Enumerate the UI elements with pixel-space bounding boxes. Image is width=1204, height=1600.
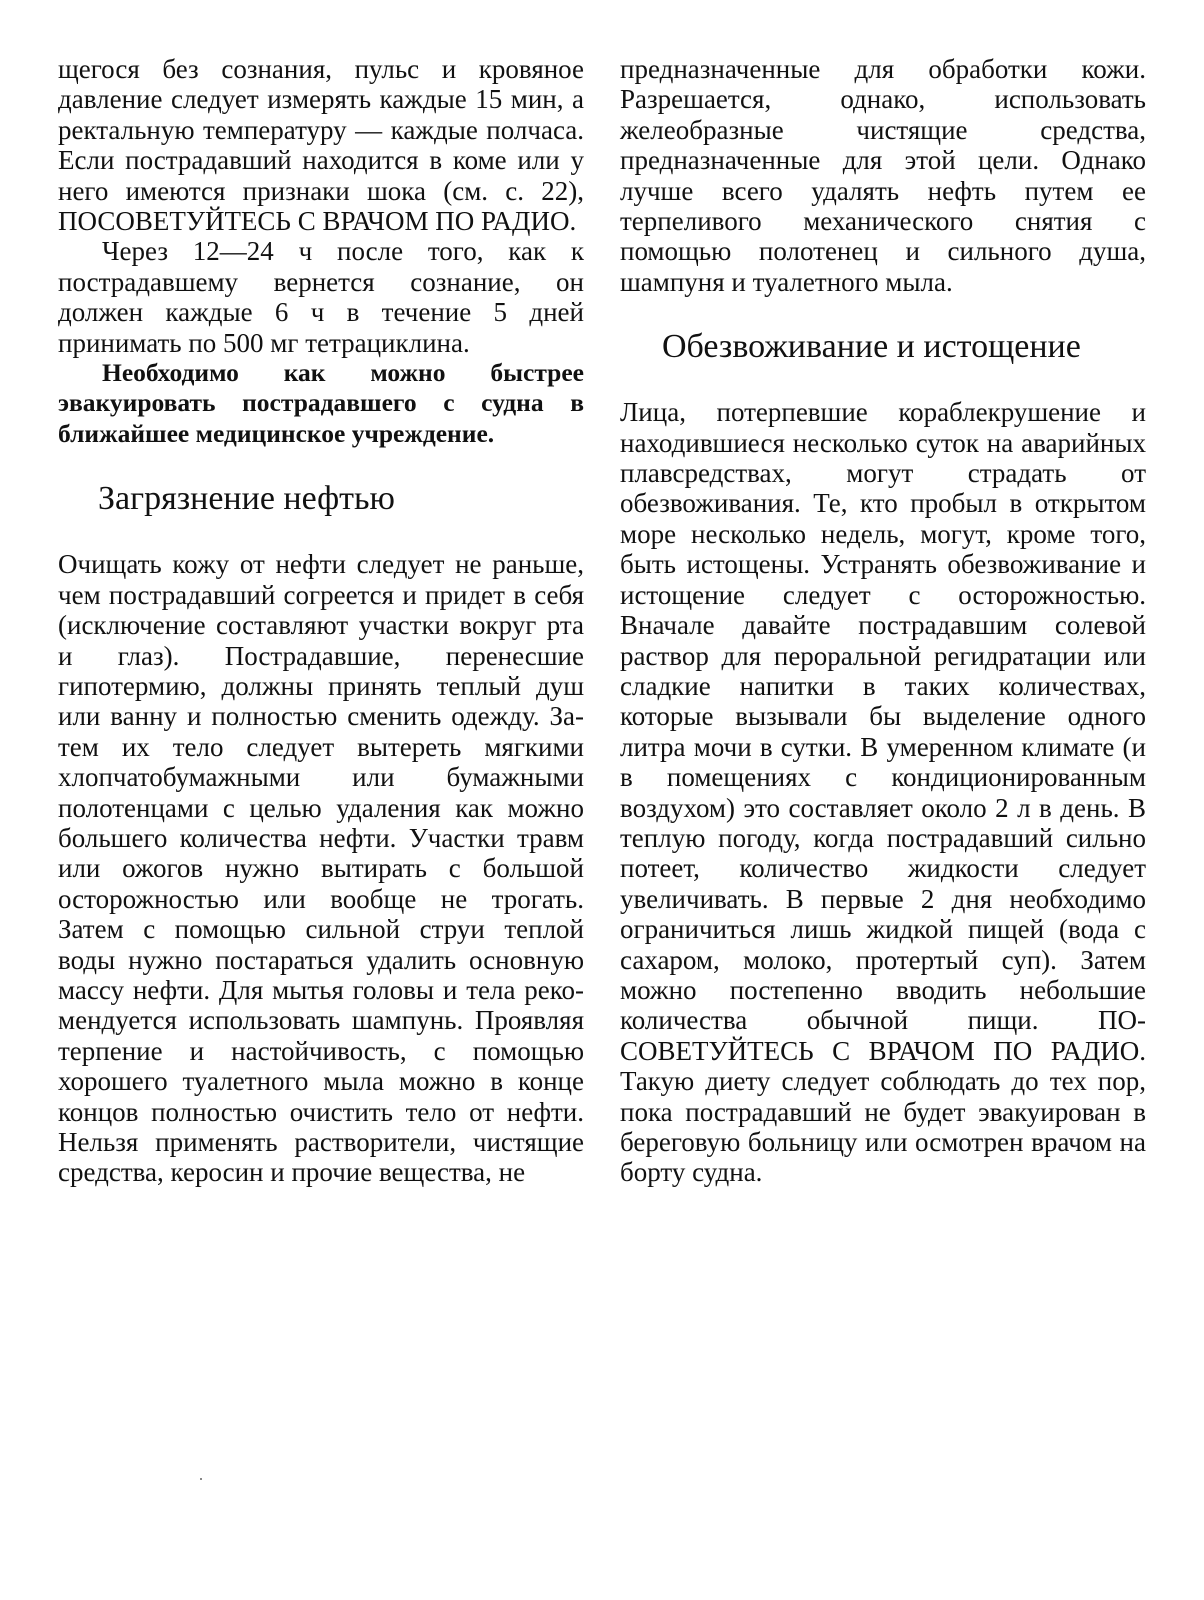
heading-oil-contamination: Загрязнение нефтью [98, 480, 395, 518]
paragraph-oil-cleaning: Очищать кожу от нефти следует не раньше, чем пострадавший согреется и придет в себя (исключение составляют участки вокруг рта и глаз). Пострадавшие, перенесшие гипотермию, должны принять теплый душ или ванну и полностью сменить одежду. Затем их тело следует вытереть мягкими хлопчатобумажными или бумажными полотенцами с целью удаления как можно большего количества нефти. Участки травм или ожогов нужно вытирать с большой осторожностью или вообще не трогать. Затем с помощью сильной струи теплой воды нужно постараться удалить основную массу нефти. Для мытья головы и тела рекомендуется использовать шампунь. Проявляя терпение и настойчивость, с помощью хорошего туалетного мыла можно в конце концов полностью очистить тело от нефти. Нельзя применять растворители, чистящие средства, керосин и прочие вещества, не [58, 549, 584, 1188]
paragraph-evacuation-bold: Необходимо как можно быстрее эвакуировать пострадавшего с судна в ближайшее медицинское учреждение. [58, 358, 584, 448]
paragraph-dehydration: Лица, потерпевшие кораблекрушение и находившиеся несколько суток на аварийных плавсредствах, могут страдать от обезвоживания. Те, кто пробыл в открытом море несколько недель, могут, кроме того, быть истощены. Устранять обезвоживание и истощение следует с осторожностью. Вначале давайте пострадавшим солевой раствор для пероральной регидратации или сладкие напитки в таких количествах, которые вызывали бы выделение одного литра мочи в сутки. В умеренном климате (и в помещениях с кондиционированным воздухом) это составляет около 2 л в день. В теплую погоду, когда пострадавший сильно потеет, количество жидкости следует увеличивать. В первые 2 дня необходимо ограничиться лишь жидкой пищей (вода с сахаром, молоко, протертый суп). Затем можно постепенно вводить небольшие количества обычной пищи. ПОСОВЕТУЙТЕСЬ С ВРАЧОМ ПО РАДИО. Такую диету следует соблюдать до тех пор, пока пострадавший не будет эвакуирован в береговую больницу или осмотрен врачом на борту судна. [620, 397, 1146, 1188]
heading-dehydration-exhaustion: Обезвоживание и истощение [662, 328, 1081, 366]
paragraph-coma-monitoring: щегося без сознания, пульс и кровяное давление следует измерять каждые 15 мин, а ректальную температуру — каждые полчаса. Если пострадавший находится в коме или у него имеются признаки шока (см. с. 22), ПОСОВЕТУЙТЕСЬ С ВРАЧОМ ПО РАДИО. [58, 54, 584, 237]
right-column [620, 54, 1146, 1188]
left-column [58, 54, 584, 1188]
scan-speck [200, 1478, 202, 1480]
paragraph-tetracycline: Через 12—24 ч после того, как к пострадавшему вернется сознание, он должен каждые 6 ч в течение 5 дней принимать по 500 мг тетрациклина. [58, 236, 584, 358]
paragraph-oil-cleaning-continued: предназначенные для обработки кожи. Разрешается, однако, использовать желеобразные чистящие средства, предназначенные для этой цели. Однако лучше всего удалять нефть путем ее терпеливого механического снятия с помощью полотенец и сильного душа, шампуня и туалетного мыла. [620, 54, 1146, 297]
